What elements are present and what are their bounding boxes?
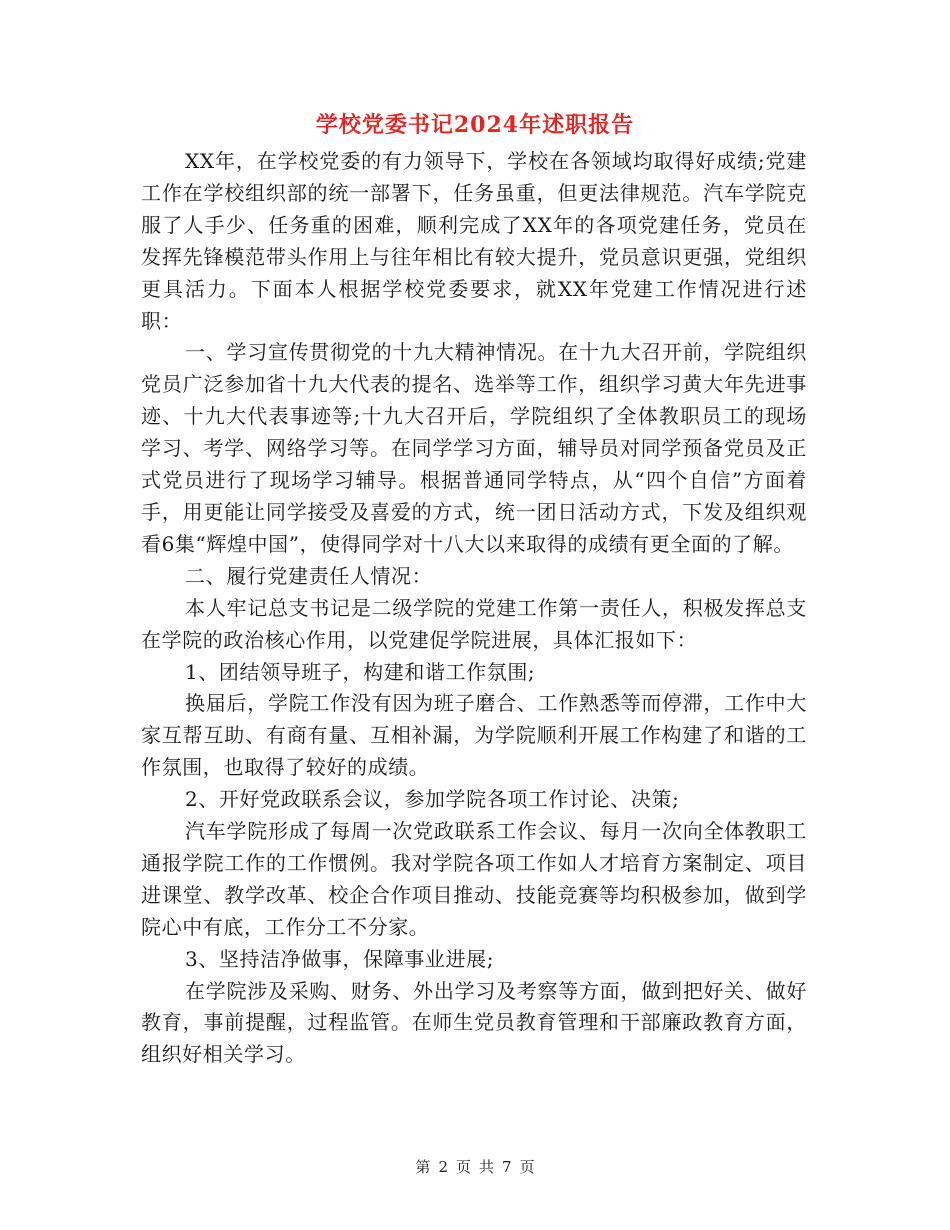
paragraph-item-1-body: 换届后，学院工作没有因为班子磨合、工作熟悉等而停滞，工作中大家互帮互助、有商有量、互相补漏，为学院顺利开展工作构建了和谐的工作氛围，也取得了较好的成绩。 <box>141 691 807 780</box>
footer-total-word: 共 <box>479 1158 495 1176</box>
footer-page-word: 页 <box>455 1158 471 1176</box>
paragraph-intro: XX年，在学校党委的有力领导下，学校在各领域均取得好成绩;党建工作在学校组织部的统一部署下，任务虽重，但更法律规范。汽车学院克服了人手少、任务重的困难，顺利完成了XX年的各项党建任务，党员在发挥先锋模范带头作用上与往年相比有较大提升，党员意识更强，党组织更具活力。下面本人根据学校党委要求，就XX年党建工作情况进行述职： <box>141 149 807 333</box>
paragraph-item-3-heading: 3、坚持洁净做事，保障事业进展; <box>185 946 495 971</box>
paragraph-item-2-heading: 2、开好党政联系会议，参加学院各项工作讨论、决策; <box>185 787 680 812</box>
document-body <box>141 146 807 1071</box>
paragraph-section-2-heading: 二、履行党建责任人情况： <box>185 563 433 588</box>
footer-current-page: 2 <box>438 1158 448 1176</box>
footer-total-pages: 7 <box>502 1158 512 1176</box>
paragraph-section-2-intro: 本人牢记总支书记是二级学院的党建工作第一责任人，积极发挥总支在学院的政治核心作用，以党建促学院进展，具体汇报如下： <box>141 595 807 652</box>
paragraph-item-3-body: 在学院涉及采购、财务、外出学习及考察等方面，做到把好关、做好教育，事前提醒，过程监管。在师生党员教育管理和干部廉政教育方面，组织好相关学习。 <box>141 978 807 1067</box>
footer-prefix: 第 <box>415 1158 431 1176</box>
footer-suffix: 页 <box>519 1158 535 1176</box>
page-footer <box>0 1156 950 1177</box>
paragraph-section-1: 一、学习宣传贯彻党的十九大精神情况。在十九大召开前，学院组织党员广泛参加省十九大代表的提名、选举等工作，组织学习黄大年先进事迹、十九大代表事迹等;十九大召开后，学院组织了全体教职员工的现场学习、考学、网络学习等。在同学学习方面，辅导员对同学预备党员及正式党员进行了现场学习辅导。根据普通同学特点，从“四个自信”方面着手，用更能让同学接受及喜爱的方式，统一团日活动方式，下发及组织观看6集“辉煌中国”，使得同学对十八大以来取得的成绩有更全面的了解。 <box>141 340 807 556</box>
paragraph-item-1-heading: 1、团结领导班子，构建和谐工作氛围; <box>185 659 536 684</box>
paragraph-item-2-body: 汽车学院形成了每周一次党政联系工作会议、每月一次向全体教职工通报学院工作的工作惯例。我对学院各项工作如人才培育方案制定、项目进课堂、教学改革、校企合作项目推动、技能竞赛等均积极参加，做到学院心中有底，工作分工不分家。 <box>141 819 807 939</box>
document-title: 学校党委书记2024年述职报告 <box>315 112 635 138</box>
